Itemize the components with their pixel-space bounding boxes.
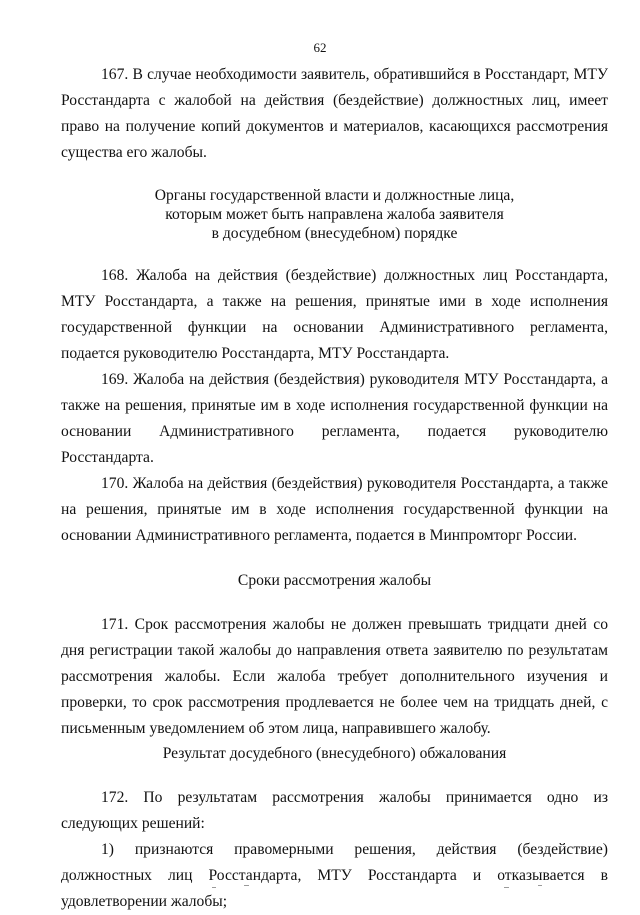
- scan-artifact: [538, 885, 542, 886]
- paragraph-168: 168. Жалоба на действия (бездействие) должностных лиц Росстандарта, МТУ Росстандарта, а также на решения, принятые ими в ходе исполнения государственной функции на основании Административного регламента, подается руководителю Росстандарта, МТУ Росстандарта.: [61, 267, 608, 362]
- page-number: 62: [313, 40, 327, 55]
- paragraph-172: 172. По результатам рассмотрения жалобы принимается одно из следующих решений:: [61, 789, 608, 832]
- scan-artifact: [212, 887, 216, 888]
- heading-result: Результат досудебного (внесудебного) обжалования: [162, 745, 507, 762]
- heading-authorities-line-2: которым может быть направлена жалоба заявителя: [165, 206, 504, 223]
- paragraph-169: 169. Жалоба на действия (бездействия) руководителя МТУ Росстандарта, а также на решения, принятые им в ходе исполнения государственной функции на основании Административного регламента, подается руководителю Росстандарта.: [61, 371, 608, 466]
- paragraph-167: 167. В случае необходимости заявитель, обратившийся в Росстандарт, МТУ Росстандарта с жалобой на действия (бездействие) должностных лиц, имеет право на получение копий документов и материалов, касающихся рассмотрения существа его жалобы.: [61, 66, 608, 161]
- heading-authorities: [61, 186, 608, 243]
- paragraph-170: 170. Жалоба на действия (бездействия) руководителя Росстандарта, а также на решения, принятые им в ходе исполнения государственной функции на основании Административного регламента, подается в Минпромторг России.: [61, 475, 608, 544]
- heading-terms: Сроки рассмотрения жалобы: [237, 572, 432, 589]
- scan-artifact: [244, 885, 249, 886]
- heading-authorities-line-3: в досудебном (внесудебном) порядке: [211, 225, 458, 242]
- scan-artifact: [504, 887, 509, 888]
- paragraph-171: 171. Срок рассмотрения жалобы не должен превышать тридцати дней со дня регистрации такой жалобы до направления ответа заявителю по результатам рассмотрения жалобы. Если жалоба требует дополнительного изучения и проверки, то срок рассмотрения продлевается не более чем на тридцать дней, с письменным уведомлением об этом лица, направившего жалобу.: [61, 616, 608, 737]
- document-body: [61, 62, 608, 915]
- paragraph-172-item-1: 1) признаются правомерными решения, действия (бездействие) должностных лиц Росстандарта, МТУ Росстандарта и отказывается в удовлетворении жалобы;: [61, 841, 608, 910]
- heading-authorities-line-1: Органы государственной власти и должностные лица,: [154, 187, 515, 204]
